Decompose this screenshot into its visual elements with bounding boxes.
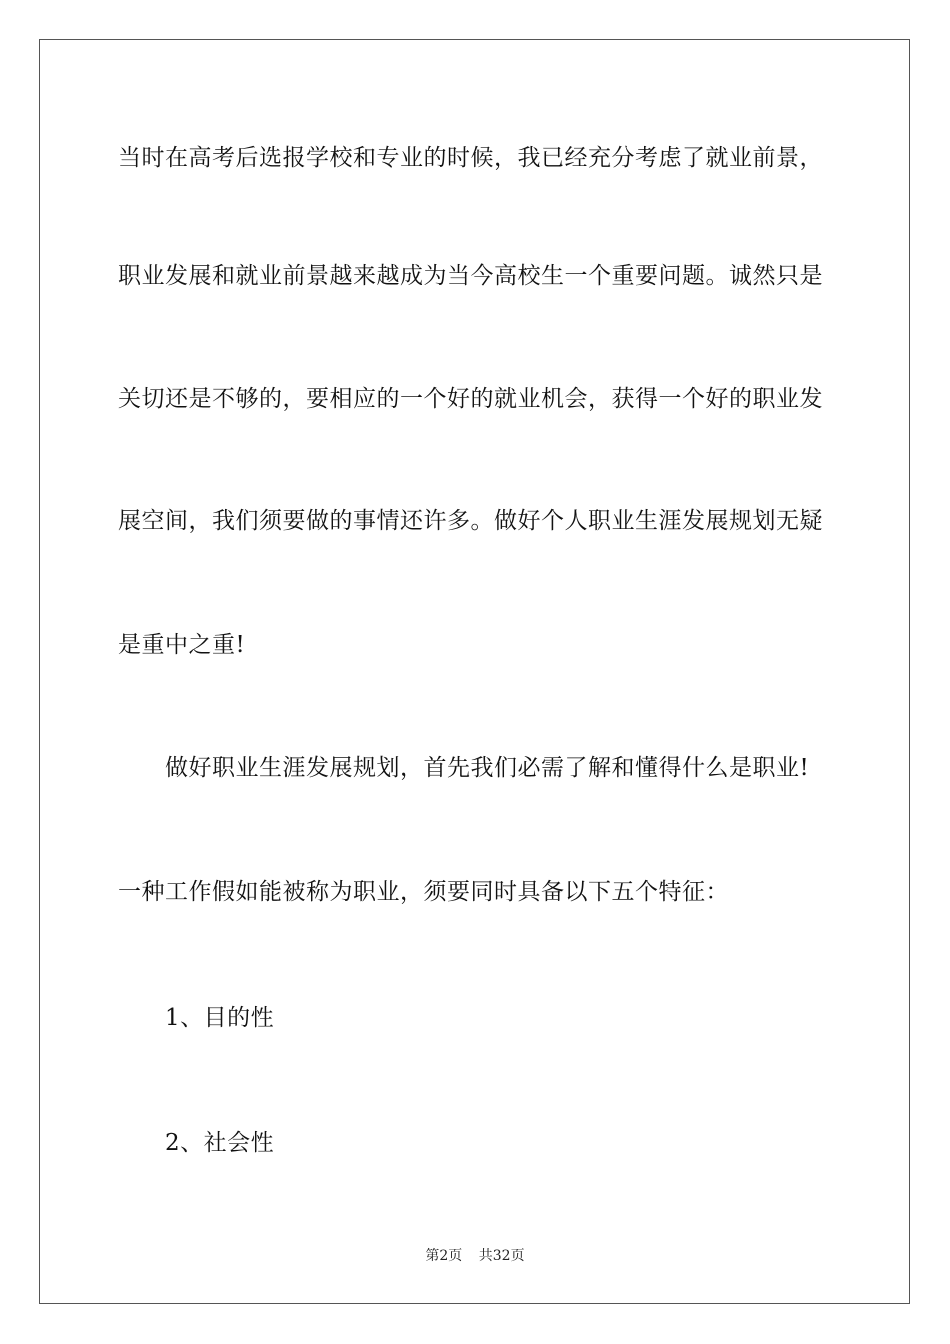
list-item: 2、社会性 (165, 1130, 275, 1156)
paragraph-line: 关切还是不够的，要相应的一个好的就业机会，获得一个好的职业发 (118, 386, 823, 412)
paragraph-line: 展空间，我们须要做的事情还许多。做好个人职业生涯发展规划无疑 (118, 508, 823, 534)
page-count: 共32页 (478, 1248, 525, 1264)
paragraph-line: 一种工作假如能被称为职业，须要同时具备以下五个特征： (118, 879, 729, 905)
page-footer (0, 1246, 950, 1266)
paragraph-line: 当时在高考后选报学校和专业的时候，我已经充分考虑了就业前景， (118, 145, 823, 171)
page-frame (39, 39, 910, 1304)
list-item: 1、目的性 (165, 1005, 275, 1031)
paragraph-line: 职业发展和就业前景越来越成为当今高校生一个重要问题。诚然只是 (118, 263, 823, 289)
paragraph-line: 是重中之重! (118, 632, 246, 658)
page-number: 第2页 (425, 1248, 463, 1264)
paragraph-line: 做好职业生涯发展规划，首先我们必需了解和懂得什么是职业! (165, 755, 810, 781)
